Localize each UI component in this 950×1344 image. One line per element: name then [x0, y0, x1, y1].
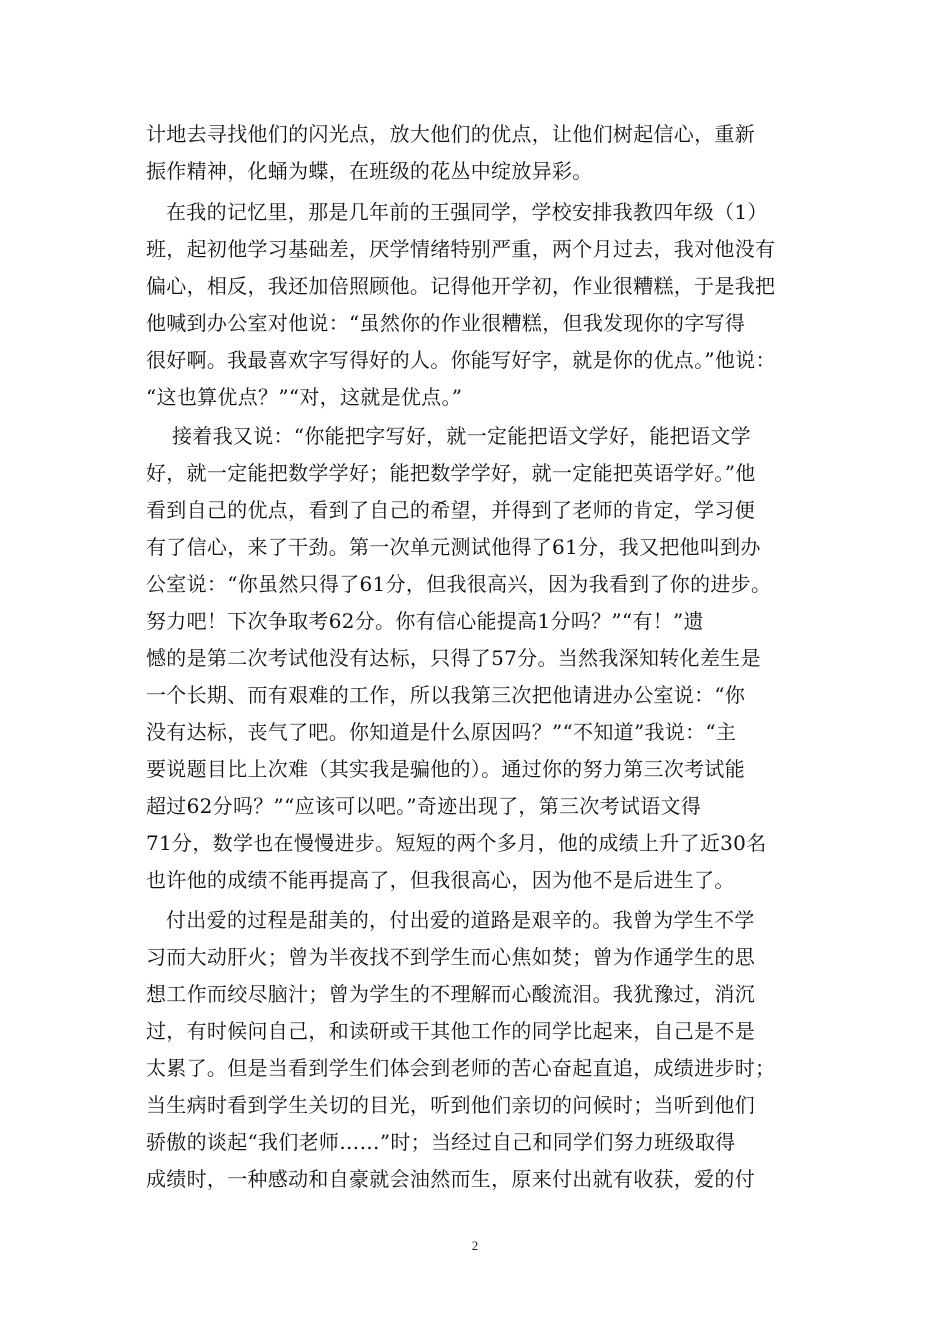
body-text-line: “这也算优点？”“对，这就是优点。”: [146, 385, 463, 409]
body-text-line: 要说题目比上次难（其实我是骗他的）。通过你的努力第三次考试能: [146, 757, 745, 781]
body-text-line: 超过62分吗？”“应该可以吧。”奇迹出现了，第三次考试语文得: [146, 794, 702, 818]
paragraph-first-line: 在我的记忆里，那是几年前的王强同学，学校安排我教四年级（1）: [166, 200, 768, 224]
body-text-line: 习而大动肝火；曾为半夜找不到学生而心焦如焚；曾为作通学生的思: [146, 945, 755, 969]
body-text-line: 偏心，相反，我还加倍照顾他。记得他开学初，作业很糟糕，于是我把: [146, 274, 776, 298]
body-text-line: 努力吧！下次争取考62分。你有信心能提高1分吗？”“有！”遗: [146, 609, 704, 633]
body-text-line: 很好啊。我最喜欢字写得好的人。你能写好字，就是你的优点。”他说：: [146, 348, 776, 372]
page-number: 2: [471, 1238, 479, 1253]
body-text-line: 也许他的成绩不能再提高了，但我很高心，因为他不是后进生了。: [146, 868, 735, 892]
paragraph-first-line: 接着我又说：“你能把字写好，就一定能把语文学好，能把语文学: [172, 424, 751, 448]
body-text-line: 想工作而绞尽脑汁；曾为学生的不理解而心酸流泪。我犹豫过，消沉: [146, 982, 755, 1006]
body-text-line: 振作精神，化蛹为蝶，在班级的花丛中绽放异彩。: [146, 159, 593, 183]
body-text-line: 成绩时，一种感动和自豪就会油然而生，原来付出就有收获，爱的付: [146, 1167, 755, 1191]
body-text-line: 有了信心，来了干劲。第一次单元测试他得了61分，我又把他叫到办: [146, 535, 761, 559]
body-text-line: 好，就一定能把数学学好；能把数学学好，就一定能把英语学好。”他: [146, 461, 756, 485]
body-text-line: 计地去寻找他们的闪光点，放大他们的优点，让他们树起信心，重新: [146, 122, 755, 146]
body-text-line: 过，有时候问自己，和读研或干其他工作的同学比起来，自己是不是: [146, 1019, 755, 1043]
body-text-line: 太累了。但是当看到学生们体会到老师的苦心奋起直追，成绩进步时；: [146, 1056, 776, 1080]
body-text-line: 看到自己的优点，看到了自己的希望，并得到了老师的肯定，学习便: [146, 498, 755, 522]
body-text-line: 他喊到办公室对他说：“虽然你的作业很糟糕，但我发现你的字写得: [146, 311, 746, 335]
body-text-line: 没有达标，丧气了吧。你知道是什么原因吗？”“不知道”我说：“主: [146, 720, 737, 744]
body-text-line: 71分，数学也在慢慢进步。短短的两个多月，他的成绩上升了近30名: [146, 831, 767, 855]
paragraph-first-line: 付出爱的过程是甜美的，付出爱的道路是艰辛的。我曾为学生不学: [166, 908, 755, 932]
body-text-line: 一个长期、而有艰难的工作，所以我第三次把他请进办公室说：“你: [146, 683, 746, 707]
body-text-line: 公室说：“你虽然只得了61分，但我很高兴，因为我看到了你的进步。: [146, 572, 772, 596]
body-text-line: 当生病时看到学生关切的目光，听到他们亲切的问候时；当听到他们: [146, 1093, 755, 1117]
body-text-line: 骄傲的谈起“我们老师……”时；当经过自己和同学们努力班级取得: [146, 1130, 736, 1154]
body-text-line: 班，起初他学习基础差，厌学情绪特别严重，两个月过去，我对他没有: [146, 237, 776, 261]
body-text-line: 憾的是第二次考试他没有达标，只得了57分。当然我深知转化差生是: [146, 646, 761, 670]
